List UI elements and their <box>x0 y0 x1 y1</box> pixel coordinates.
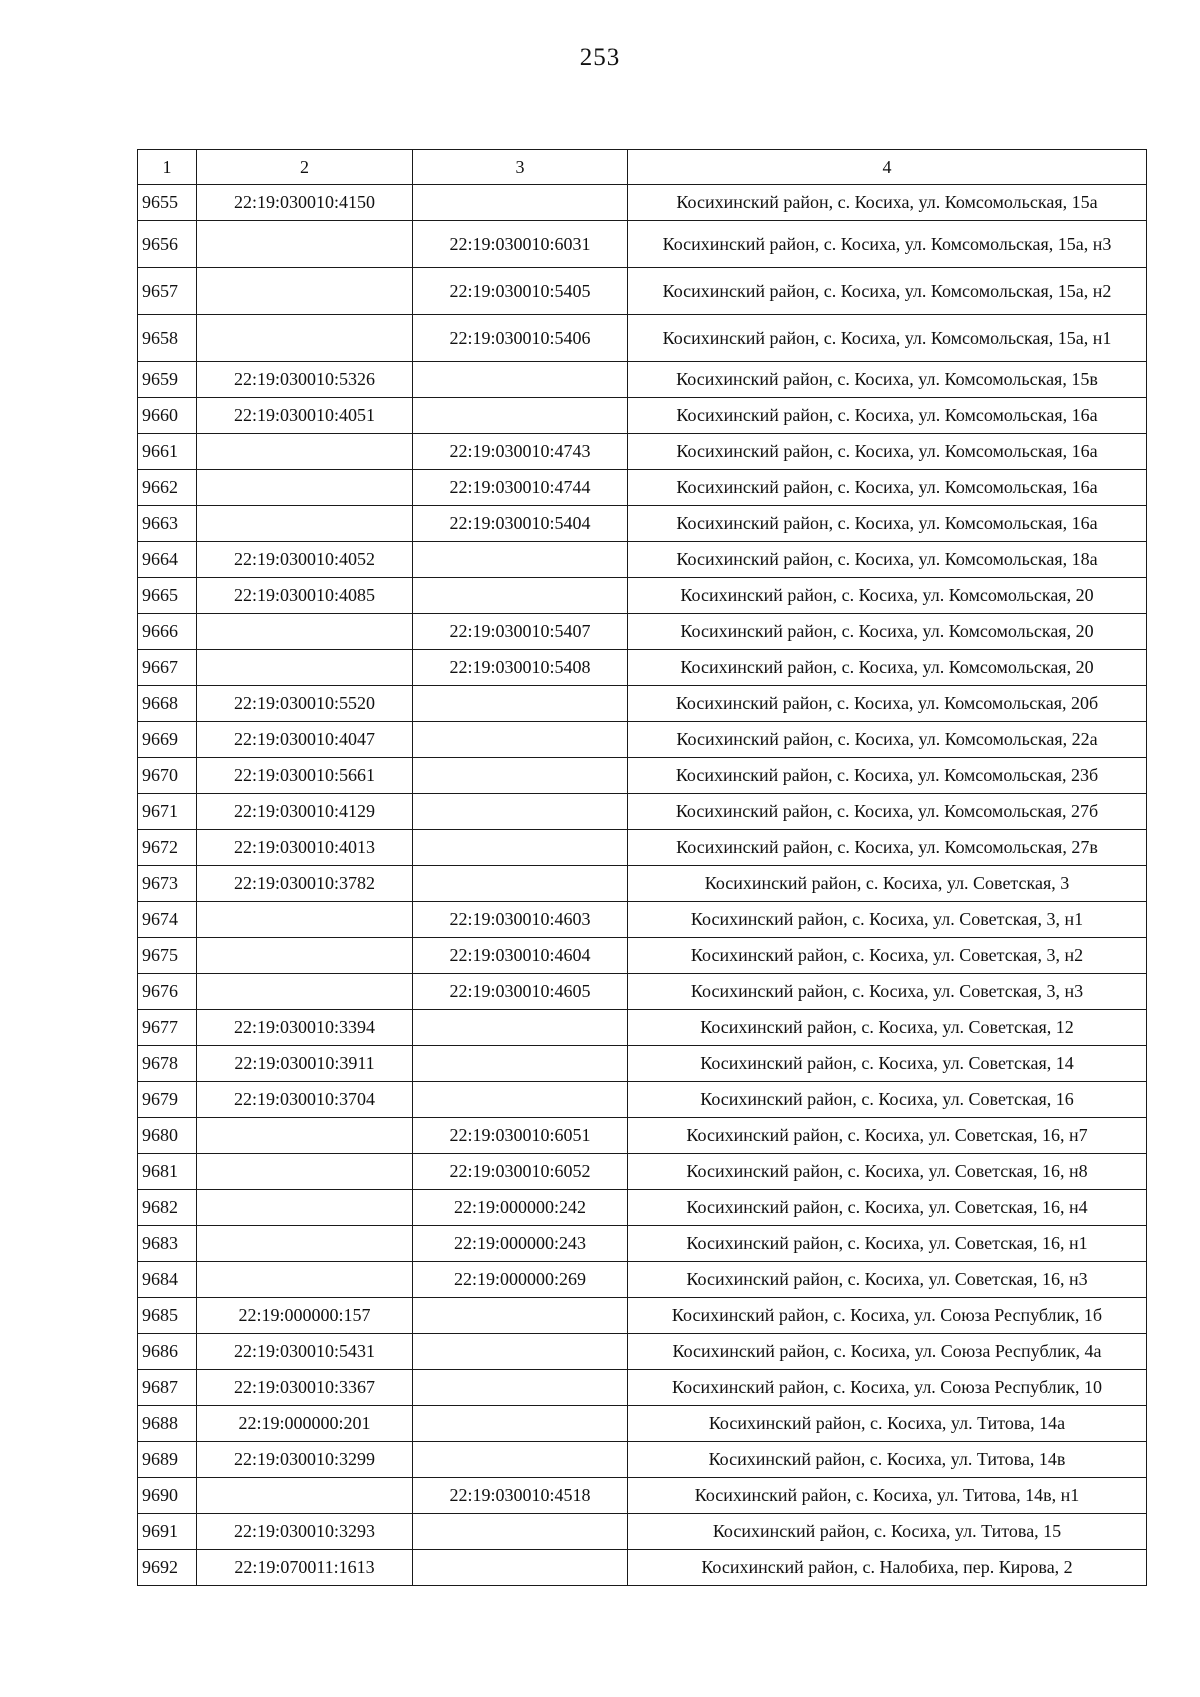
row-number-cell: 9664 <box>138 542 197 578</box>
cadastral-number-cell <box>197 506 413 542</box>
cadastral-number-alt-cell: 22:19:000000:269 <box>413 1262 628 1298</box>
cadastral-number-alt-cell: 22:19:030010:5405 <box>413 268 628 315</box>
address-cell: Косихинский район, с. Косиха, ул. Советская, 3 <box>628 866 1147 902</box>
cadastral-number-alt-cell <box>413 758 628 794</box>
row-number-cell: 9659 <box>138 362 197 398</box>
address-cell: Косихинский район, с. Косиха, ул. Комсомольская, 16а <box>628 398 1147 434</box>
cadastral-number-alt-cell <box>413 1406 628 1442</box>
table-row <box>138 1010 1147 1046</box>
cadastral-number-alt-cell: 22:19:000000:243 <box>413 1226 628 1262</box>
row-number-cell: 9668 <box>138 686 197 722</box>
row-number-cell: 9681 <box>138 1154 197 1190</box>
row-number-cell: 9676 <box>138 974 197 1010</box>
row-number-cell: 9657 <box>138 268 197 315</box>
address-cell: Косихинский район, с. Косиха, ул. Союза Республик, 1б <box>628 1298 1147 1334</box>
address-cell: Косихинский район, с. Косиха, ул. Комсомольская, 20 <box>628 650 1147 686</box>
table-row <box>138 902 1147 938</box>
row-number-cell: 9665 <box>138 578 197 614</box>
column-header: 1 <box>138 150 197 185</box>
cadastral-number-alt-cell <box>413 1046 628 1082</box>
table-row <box>138 315 1147 362</box>
address-cell: Косихинский район, с. Косиха, ул. Союза Республик, 10 <box>628 1370 1147 1406</box>
cadastral-number-alt-cell: 22:19:030010:4604 <box>413 938 628 974</box>
cadastral-number-cell <box>197 650 413 686</box>
cadastral-number-cell <box>197 434 413 470</box>
table-row <box>138 938 1147 974</box>
address-cell: Косихинский район, с. Косиха, ул. Комсомольская, 16а <box>628 470 1147 506</box>
address-cell: Косихинский район, с. Косиха, ул. Советская, 16, н3 <box>628 1262 1147 1298</box>
table-row <box>138 1226 1147 1262</box>
cadastral-number-cell: 22:19:030010:3299 <box>197 1442 413 1478</box>
cadastral-number-alt-cell <box>413 578 628 614</box>
row-number-cell: 9672 <box>138 830 197 866</box>
table-row <box>138 686 1147 722</box>
cadastral-number-cell <box>197 470 413 506</box>
table-row <box>138 1154 1147 1190</box>
cadastral-number-cell: 22:19:030010:3704 <box>197 1082 413 1118</box>
table-row <box>138 185 1147 221</box>
cadastral-number-cell: 22:19:030010:3293 <box>197 1514 413 1550</box>
cadastral-number-cell <box>197 1262 413 1298</box>
table-body <box>138 185 1147 1586</box>
cadastral-number-alt-cell: 22:19:000000:242 <box>413 1190 628 1226</box>
row-number-cell: 9684 <box>138 1262 197 1298</box>
row-number-cell: 9680 <box>138 1118 197 1154</box>
address-cell: Косихинский район, с. Косиха, ул. Советская, 14 <box>628 1046 1147 1082</box>
cadastral-number-cell <box>197 902 413 938</box>
table-row <box>138 1442 1147 1478</box>
address-cell: Косихинский район, с. Косиха, ул. Комсомольская, 27б <box>628 794 1147 830</box>
table-row <box>138 794 1147 830</box>
register-table <box>137 149 1147 1586</box>
row-number-cell: 9674 <box>138 902 197 938</box>
cadastral-number-alt-cell <box>413 1550 628 1586</box>
cadastral-number-alt-cell: 22:19:030010:5407 <box>413 614 628 650</box>
row-number-cell: 9685 <box>138 1298 197 1334</box>
cadastral-number-alt-cell <box>413 398 628 434</box>
cadastral-number-alt-cell <box>413 185 628 221</box>
cadastral-number-alt-cell <box>413 686 628 722</box>
cadastral-number-cell: 22:19:070011:1613 <box>197 1550 413 1586</box>
row-number-cell: 9655 <box>138 185 197 221</box>
cadastral-number-cell: 22:19:000000:157 <box>197 1298 413 1334</box>
row-number-cell: 9663 <box>138 506 197 542</box>
table-row <box>138 614 1147 650</box>
cadastral-number-alt-cell: 22:19:030010:4518 <box>413 1478 628 1514</box>
cadastral-number-cell: 22:19:030010:4150 <box>197 185 413 221</box>
row-number-cell: 9677 <box>138 1010 197 1046</box>
table-row <box>138 1370 1147 1406</box>
cadastral-number-alt-cell <box>413 1334 628 1370</box>
row-number-cell: 9683 <box>138 1226 197 1262</box>
cadastral-number-cell: 22:19:030010:5520 <box>197 686 413 722</box>
table-row <box>138 1334 1147 1370</box>
cadastral-number-cell: 22:19:030010:4051 <box>197 398 413 434</box>
column-header: 2 <box>197 150 413 185</box>
page-number: 253 <box>579 44 621 71</box>
cadastral-number-cell: 22:19:030010:4129 <box>197 794 413 830</box>
column-header: 3 <box>413 150 628 185</box>
address-cell: Косихинский район, с. Косиха, ул. Советская, 16 <box>628 1082 1147 1118</box>
row-number-cell: 9669 <box>138 722 197 758</box>
cadastral-number-alt-cell <box>413 1082 628 1118</box>
row-number-cell: 9692 <box>138 1550 197 1586</box>
cadastral-number-alt-cell: 22:19:030010:6052 <box>413 1154 628 1190</box>
cadastral-number-cell <box>197 315 413 362</box>
table-row <box>138 268 1147 315</box>
address-cell: Косихинский район, с. Косиха, ул. Комсомольская, 16а <box>628 506 1147 542</box>
cadastral-number-alt-cell: 22:19:030010:5408 <box>413 650 628 686</box>
address-cell: Косихинский район, с. Косиха, ул. Комсомольская, 15а <box>628 185 1147 221</box>
cadastral-number-cell <box>197 268 413 315</box>
row-number-cell: 9687 <box>138 1370 197 1406</box>
row-number-cell: 9686 <box>138 1334 197 1370</box>
address-cell: Косихинский район, с. Косиха, ул. Комсомольская, 15а, н1 <box>628 315 1147 362</box>
cadastral-number-alt-cell: 22:19:030010:4603 <box>413 902 628 938</box>
table-row <box>138 506 1147 542</box>
cadastral-number-cell <box>197 1226 413 1262</box>
row-number-cell: 9679 <box>138 1082 197 1118</box>
table-header-row <box>138 150 1147 185</box>
address-cell: Косихинский район, с. Косиха, ул. Союза Республик, 4а <box>628 1334 1147 1370</box>
cadastral-number-cell: 22:19:030010:3367 <box>197 1370 413 1406</box>
row-number-cell: 9666 <box>138 614 197 650</box>
table-row <box>138 830 1147 866</box>
row-number-cell: 9691 <box>138 1514 197 1550</box>
table-row <box>138 470 1147 506</box>
table-row <box>138 1514 1147 1550</box>
table-row <box>138 650 1147 686</box>
row-number-cell: 9670 <box>138 758 197 794</box>
table-row <box>138 1082 1147 1118</box>
cadastral-number-alt-cell <box>413 1298 628 1334</box>
address-cell: Косихинский район, с. Косиха, ул. Комсомольская, 20б <box>628 686 1147 722</box>
cadastral-number-alt-cell <box>413 542 628 578</box>
address-cell: Косихинский район, с. Косиха, ул. Титова, 14а <box>628 1406 1147 1442</box>
row-number-cell: 9662 <box>138 470 197 506</box>
cadastral-number-cell: 22:19:030010:3782 <box>197 866 413 902</box>
address-cell: Косихинский район, с. Косиха, ул. Советская, 12 <box>628 1010 1147 1046</box>
cadastral-number-alt-cell <box>413 1442 628 1478</box>
cadastral-number-cell <box>197 1478 413 1514</box>
table-row <box>138 1046 1147 1082</box>
address-cell: Косихинский район, с. Косиха, ул. Титова, 14в <box>628 1442 1147 1478</box>
cadastral-number-cell <box>197 1118 413 1154</box>
address-cell: Косихинский район, с. Косиха, ул. Советская, 16, н1 <box>628 1226 1147 1262</box>
row-number-cell: 9671 <box>138 794 197 830</box>
table-row <box>138 434 1147 470</box>
row-number-cell: 9658 <box>138 315 197 362</box>
address-cell: Косихинский район, с. Косиха, ул. Комсомольская, 18а <box>628 542 1147 578</box>
address-cell: Косихинский район, с. Косиха, ул. Комсомольская, 20 <box>628 578 1147 614</box>
address-cell: Косихинский район, с. Косиха, ул. Советская, 3, н3 <box>628 974 1147 1010</box>
table-row <box>138 722 1147 758</box>
cadastral-number-cell <box>197 614 413 650</box>
address-cell: Косихинский район, с. Косиха, ул. Советская, 3, н2 <box>628 938 1147 974</box>
address-cell: Косихинский район, с. Косиха, ул. Комсомольская, 23б <box>628 758 1147 794</box>
cadastral-number-alt-cell <box>413 1370 628 1406</box>
address-cell: Косихинский район, с. Косиха, ул. Комсомольская, 20 <box>628 614 1147 650</box>
cadastral-number-cell <box>197 938 413 974</box>
cadastral-number-cell: 22:19:030010:4085 <box>197 578 413 614</box>
cadastral-number-alt-cell: 22:19:030010:4744 <box>413 470 628 506</box>
cadastral-number-alt-cell: 22:19:030010:4605 <box>413 974 628 1010</box>
cadastral-number-cell: 22:19:030010:5431 <box>197 1334 413 1370</box>
cadastral-number-alt-cell <box>413 830 628 866</box>
table-row <box>138 1262 1147 1298</box>
cadastral-number-cell: 22:19:030010:4013 <box>197 830 413 866</box>
address-cell: Косихинский район, с. Налобиха, пер. Кирова, 2 <box>628 1550 1147 1586</box>
row-number-cell: 9673 <box>138 866 197 902</box>
table-row <box>138 542 1147 578</box>
row-number-cell: 9678 <box>138 1046 197 1082</box>
table-row <box>138 398 1147 434</box>
table-row <box>138 1298 1147 1334</box>
cadastral-number-cell: 22:19:030010:3911 <box>197 1046 413 1082</box>
cadastral-number-alt-cell <box>413 362 628 398</box>
row-number-cell: 9682 <box>138 1190 197 1226</box>
table-row <box>138 866 1147 902</box>
cadastral-number-alt-cell: 22:19:030010:5406 <box>413 315 628 362</box>
address-cell: Косихинский район, с. Косиха, ул. Титова, 15 <box>628 1514 1147 1550</box>
address-cell: Косихинский район, с. Косиха, ул. Советская, 16, н7 <box>628 1118 1147 1154</box>
address-cell: Косихинский район, с. Косиха, ул. Комсомольская, 16а <box>628 434 1147 470</box>
address-cell: Косихинский район, с. Косиха, ул. Титова, 14в, н1 <box>628 1478 1147 1514</box>
cadastral-number-alt-cell <box>413 1514 628 1550</box>
table-row <box>138 221 1147 268</box>
row-number-cell: 9661 <box>138 434 197 470</box>
cadastral-number-alt-cell: 22:19:030010:4743 <box>413 434 628 470</box>
cadastral-number-cell: 22:19:030010:3394 <box>197 1010 413 1046</box>
address-cell: Косихинский район, с. Косиха, ул. Советская, 16, н4 <box>628 1190 1147 1226</box>
cadastral-number-alt-cell <box>413 722 628 758</box>
cadastral-number-cell <box>197 1190 413 1226</box>
cadastral-number-alt-cell: 22:19:030010:6031 <box>413 221 628 268</box>
table-row <box>138 1550 1147 1586</box>
table-row <box>138 578 1147 614</box>
table-row <box>138 974 1147 1010</box>
address-cell: Косихинский район, с. Косиха, ул. Комсомольская, 15а, н3 <box>628 221 1147 268</box>
address-cell: Косихинский район, с. Косиха, ул. Комсомольская, 22а <box>628 722 1147 758</box>
row-number-cell: 9675 <box>138 938 197 974</box>
cadastral-number-cell: 22:19:030010:5326 <box>197 362 413 398</box>
cadastral-number-alt-cell <box>413 1010 628 1046</box>
row-number-cell: 9667 <box>138 650 197 686</box>
address-cell: Косихинский район, с. Косиха, ул. Комсомольская, 27в <box>628 830 1147 866</box>
cadastral-number-cell <box>197 1154 413 1190</box>
address-cell: Косихинский район, с. Косиха, ул. Комсомольская, 15а, н2 <box>628 268 1147 315</box>
table-row <box>138 1478 1147 1514</box>
cadastral-number-alt-cell: 22:19:030010:6051 <box>413 1118 628 1154</box>
cadastral-number-alt-cell: 22:19:030010:5404 <box>413 506 628 542</box>
cadastral-number-cell: 22:19:000000:201 <box>197 1406 413 1442</box>
cadastral-number-cell: 22:19:030010:5661 <box>197 758 413 794</box>
table-row <box>138 758 1147 794</box>
row-number-cell: 9688 <box>138 1406 197 1442</box>
row-number-cell: 9690 <box>138 1478 197 1514</box>
table-row <box>138 362 1147 398</box>
table-row <box>138 1406 1147 1442</box>
cadastral-number-cell <box>197 974 413 1010</box>
row-number-cell: 9656 <box>138 221 197 268</box>
column-header: 4 <box>628 150 1147 185</box>
table-row <box>138 1118 1147 1154</box>
address-cell: Косихинский район, с. Косиха, ул. Советская, 3, н1 <box>628 902 1147 938</box>
row-number-cell: 9689 <box>138 1442 197 1478</box>
address-cell: Косихинский район, с. Косиха, ул. Советская, 16, н8 <box>628 1154 1147 1190</box>
cadastral-number-cell <box>197 221 413 268</box>
cadastral-number-alt-cell <box>413 794 628 830</box>
row-number-cell: 9660 <box>138 398 197 434</box>
address-cell: Косихинский район, с. Косиха, ул. Комсомольская, 15в <box>628 362 1147 398</box>
cadastral-number-cell: 22:19:030010:4052 <box>197 542 413 578</box>
table-row <box>138 1190 1147 1226</box>
cadastral-number-cell: 22:19:030010:4047 <box>197 722 413 758</box>
cadastral-number-alt-cell <box>413 866 628 902</box>
